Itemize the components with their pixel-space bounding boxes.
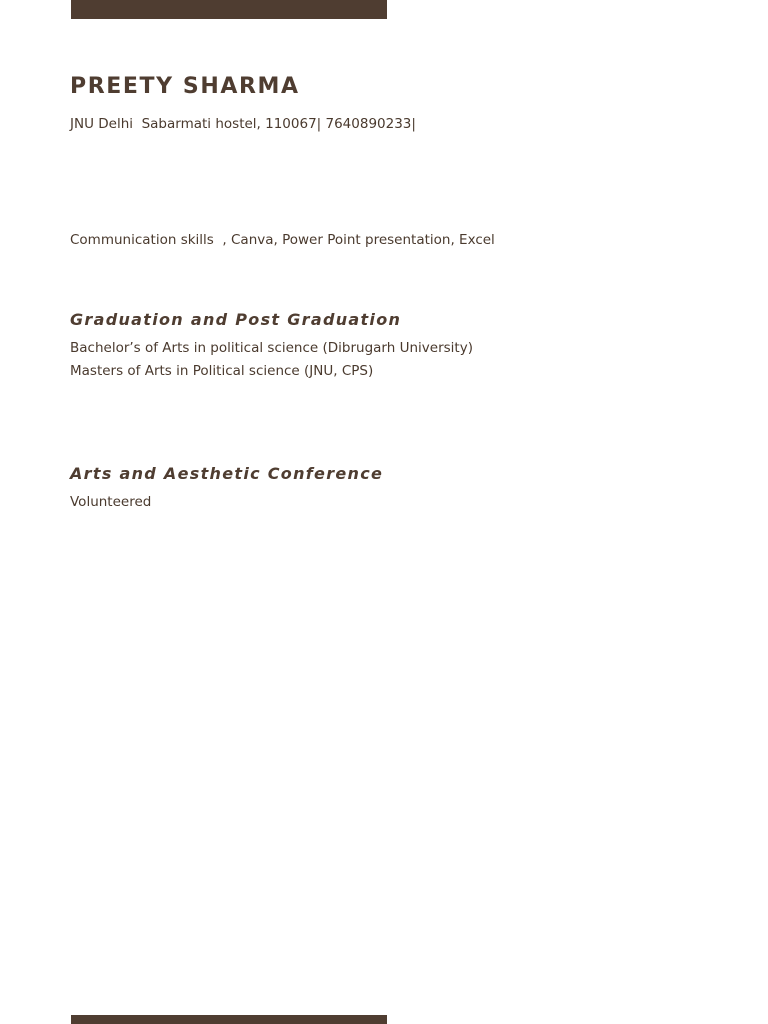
bottom-accent-bar (71, 1015, 387, 1024)
skills-line: Communication skills , Canva, Power Point presentation, Excel (70, 232, 495, 248)
education-heading: Graduation and Post Graduation (70, 310, 402, 329)
top-accent-bar (71, 0, 387, 19)
education-item-masters: Masters of Arts in Political science (JNU, CPS) (70, 363, 374, 379)
activities-item-volunteered: Volunteered (70, 494, 152, 510)
contact-line: JNU Delhi Sabarmati hostel, 110067| 7640890233| (70, 116, 416, 132)
activities-heading: Arts and Aesthetic Conference (70, 464, 384, 483)
resume-name: PREETY SHARMA (70, 74, 300, 99)
education-item-bachelors: Bachelor’s of Arts in political science (Dibrugarh University) (70, 340, 473, 356)
